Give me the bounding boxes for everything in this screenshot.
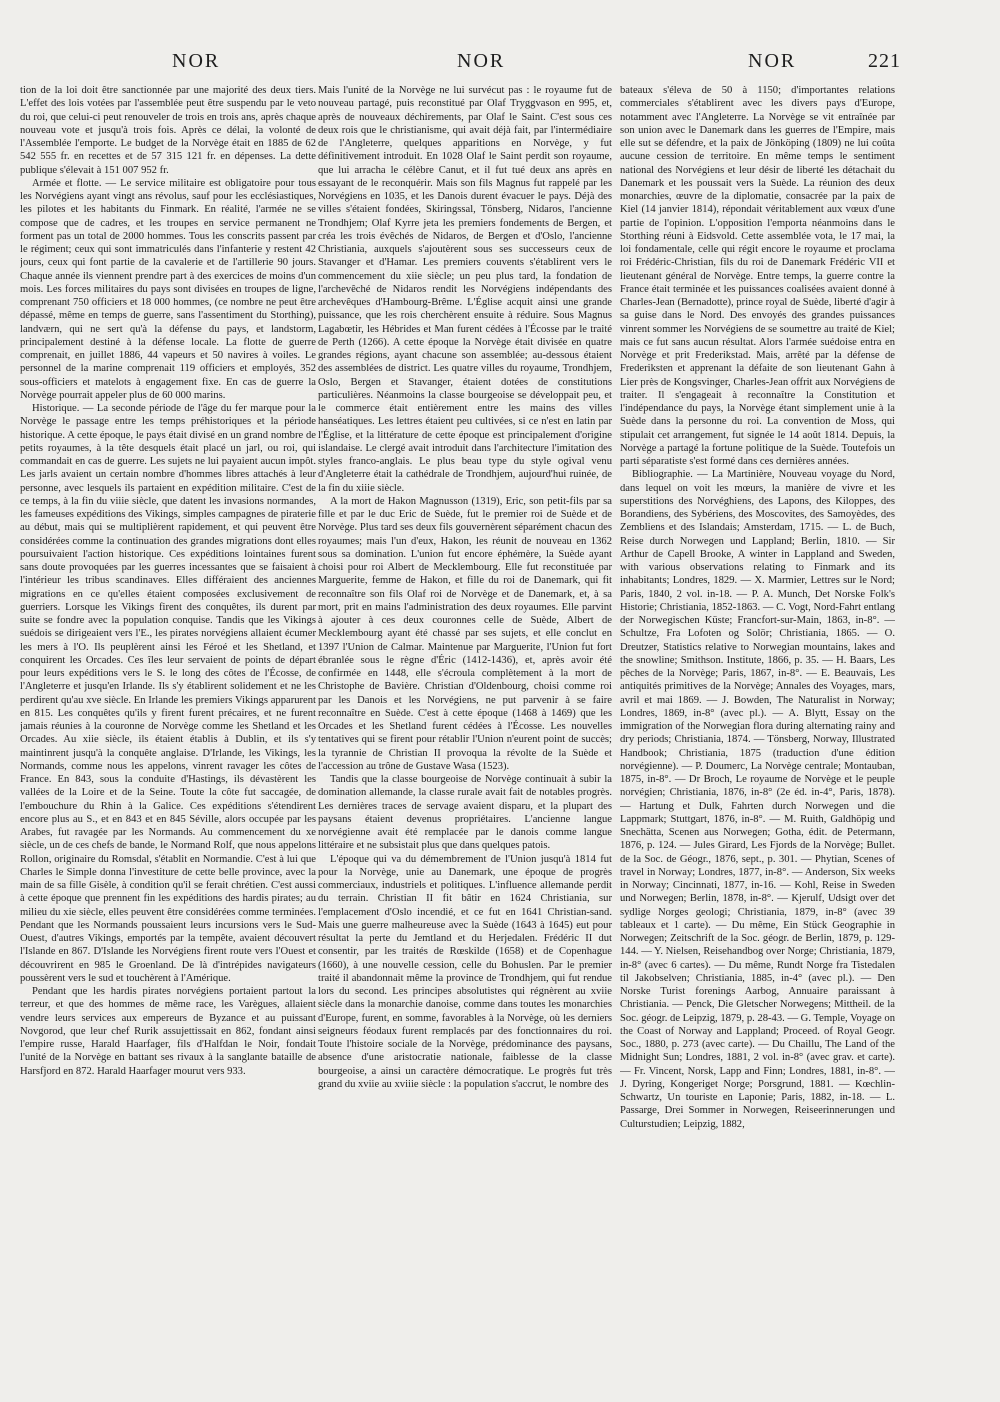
- paragraph: tion de la loi doit être sanctionnée par une majorité des deux tiers. L'effet des lois votées par l'assemblée peut être suspendu par le veto du roi, que celui-ci peut renouveler de trois en trois ans, après chaque nouveau vote et jusqu'à trois fois. Après ce délai, la volonté de l'Assemblée l'emporte. Le budget de la Norvège était en 1885 de 62 542 555 fr. en recettes et de 57 315 121 fr. en dépenses. La dette publique s'élevait à 151 007 952 fr.: [20, 85, 316, 176]
- paragraph: Mais l'unité de la Norvège ne lui survécut pas : le royaume fut de nouveau partagé, puis reconstitué par Olaf Tryggvason en 995, et, après de nouveaux déchirements, par Olaf le Saint. C'est sous ces deux rois que le christianisme, qui avait déjà fait, par l'intermédiaire de l'Angleterre, quelques apparitions en Norvège, y fut définitivement introduit. En 1028 Olaf le Saint perdit son royaume, que lui arracha le célèbre Canut, et il fut tué deux ans après en essayant de le reconquérir. Mais son fils Magnus fut rappelé par les Norvégiens en 1035, et les Danois durent évacuer le pays. Déjà des villes s'étaient fondées, Skiringssal, Tönsberg, Nidaros, l'ancienne Trondhjem; Olaf Kyrre jeta les premiers fondements de Bergen, et créa les trois évêchés de Nidaros, de Bergen et d'Oslo, l'ancienne Christiania, auxquels s'ajoutèrent sous ses successeurs ceux de Stavanger et d'Hamar. Les premiers couvents s'établirent vers le commencement du xiie siècle; un peu plus tard, la fondation de l'archevêché de Nidaros rendit les Norvégiens indépendants des archevêques d'Hambourg-Brême. L'Église acquit ainsi une grande puissance, que les rois cherchèrent ensuite à réduire. Sous Magnus Lagabœtir, les Hébrides et Man furent cédées à l'Écosse par le traité de Perth (1266). A cette époque la Norvège était divisée en quatre grandes régions, ayant chacune son assemblée; au-dessous étaient des assemblées de district. Les quatre villes du royaume, Trondhjem, Oslo, Bergen et Stavanger, étaient dotées de constitutions particulières. Néanmoins la classe bourgeoise se développait peu, et le commerce était entièrement entre les mains des villes hanséatiques. Les lettres étaient peu cultivées, si ce n'est en latin par l'Église, et la littérature de cette époque est principalement d'origine islandaise. Le clergé avait introduit dans l'architecture l'imitation des styles franco-anglais. Le plus beau type du style ogival venu d'Angleterre était la cathédrale de Trondhjem, aujourd'hui ruinée, de la fin du xiiie siècle.: [318, 85, 612, 494]
- paragraph: Tandis que la classe bourgeoise de Norvège continuait à subir la domination allemande, la classe rurale avait fait de notables progrès. Les dernières traces de servage avaient disparu, et la plupart des paysans étaient devenus propriétaires. L'ancienne langue norvégienne avait été remplacée par le danois comme langue littéraire et ne subsistait plus que dans quelques patois.: [318, 774, 612, 852]
- headword-middle: NOR: [457, 50, 506, 72]
- text-column-2: [318, 84, 612, 1334]
- headword-left: NOR: [172, 50, 221, 72]
- paragraph: Armée et flotte. — Le service militaire est obligatoire pour tous les Norvégiens ayant vingt ans révolus, sauf pour les ecclésiastiques, les pilotes et les habitants du Finmark. En réalité, l'armée ne se compose que de cadres, et les troupes en service permanent ne forment pas un total de 2000 hommes. Tous les conscrits passent par le régiment; ceux qui sont immatriculés dans l'infanterie y restent 42 jours, ceux qui font partie de la cavalerie et de l'artillerie 90 jours. Chaque année ils viennent prendre part à des exercices de moins d'un mois. Les forces militaires du pays sont divisées en troupes de ligne, comprenant 750 officiers et 18 000 hommes, (ce nombre ne peut être dépassé, même en temps de guerre, sans l'assentiment du Storthing), landværn, qui ne sert qu'à la défense du pays, et landstorm, principalement destiné à la défense locale. La flotte de guerre comprenait, en juillet 1886, 44 vapeurs et 50 navires à voiles. Le personnel de la marine comprenait 119 officiers et employés, 352 sous-officiers et matelots à engagement fixe. En cas de guerre la Norvège pourrait appeler plus de 60 000 marins.: [20, 177, 316, 401]
- text-column-1: [20, 84, 316, 1334]
- paragraph: Bibliographie. — La Martinière, Nouveau voyage du Nord, dans lequel on voit les mœurs, la manière de vivre et les superstitions des Norvéghiens, des Lapons, des Kiloppes, des Borandiens, des Sybériens, des Moscovites, des Samoyèdes, des Zembliens et des Islandais; Amsterdam, 1715. — L. de Buch, Reise durch Norwegen und Lappland; Berlin, 1810. — Sir Arthur de Capell Brooke, A winter in Lappland and Sweden, with various observations relating to Finmark and its inhabitants; Londres, 1829. — X. Marmier, Lettres sur le Nord; Paris, 1840, 2 vol. in-18. — P. A. Munch, Det Norske Folk's Historie; Christiania, 1852-1863. — C. Vogt, Nord-Fahrt entlang der Norwegischen Küste; Francfort-sur-Main, 1863, in-8°. — Schultze, Fra Lofoten og Solör; Christiania, 1865. — O. Dreutzer, Statistics relative to Norwegian mountains, lakes and the snowline; Smithson. Institute, 1866, p. 35. — H. Baars, Les pêches de la Norvège; Paris, 1867, in-8°. — E. Beauvais, Les antiquités primitives de la Norvège; Annales des Voyages, mars, avril et mai 1869. — J. Bowden, The Naturalist in Norway; Londres, 1869, in-8° (avec pl.). — A. Blytt, Essay on the immigration of the Norwegian flora during alternating rainy and dry periods; Christiania, 1874. — Tönsberg, Norway, Illustrated Handbook; Christiania, 1875 (traduction d'une édition norvégienne). — P. Doumerc, La Norvège centrale; Montauban, 1875, in-8°. — Dr Broch, Le royaume de Norvège et le peuple norvégien; Christiania, 1876, in-8° (2e éd. in-4°, Paris, 1878). — Hartung et Dulk, Fahrten durch Norwegen und die Lappmark; Stuttgart, 1876, in-8°. — M. Ruith, Galdhöpig und Snechätta, Scenen aus Norwegen; Gotha, édit. de Petermann, 1876, p. 124. — Jules Girard, Les Fjords de la Norvège; Bullet. de la Soc. de Géogr., 1876, sept., p. 301. — Phytian, Scenes of travel in Norway; Londres, 1877, in-8°. — Anderson, Six weeks in Norway; Cincinnati, 1877, in-16. — Kohl, Reise in Sweden und Norwegen; Berlin, 1878, in-8°. — Kjerulf, Udsigt over det sydlige Norges geologi; Christiania, 1879, in-8° (avec 39 tableaux et 1 carte). — Du même, Ein Stück Geographie in Norwegen; Zeitschrift de la Soc. géogr. de Berlin, 1879, p. 129-144. — Y. Nielsen, Reisehandbog over Norge; Christiania, 1879, in-8° (avec 6 cartes). — Du même, Rundt Norge fra Tistedalen til Jakobselven; Christiania, 1885, in-4° (avec pl.). — Den Norske Turist forenings Aarbog, Annuaire paraissant à Christiania. — Penck, Die Gletscher Norwegens; Mittheil. de la Soc. géogr. de Leipzig, 1879, p. 28-43. — G. Temple, Voyage on the Coast of Norway and Lappland; Proceed. of Royal Geogr. Soc., 1880, p. 273 (avec carte). — Du Chaillu, The Land of the Midnight Sun; Londres, 1881, 2 vol. in-8° (avec grav. et carte). — Fr. Vincent, Norsk, Lapp and Finn; Londres, 1881, in-8°. — J. Dyring, Kongeriget Norge; Porsgrund, 1881. — Kœchlin-Schwartz, Un touriste en Laponie; Paris, 1882, in-18. — L. Passarge, Drei Sommer in Norwegen, Reiseerinnerungen und Culturstudien; Leipzig, 1882,: [620, 469, 895, 1130]
- paragraph: Historique. — La seconde période de l'âge du fer marque pour la Norvège le passage entre les temps préhistoriques et la période historique. A cette époque, le pays était divisé en un grand nombre de petits royaumes, à la tête desquels était placé un jarl, ou roi, qui commandait en cas de guerre. Les sujets ne lui payaient aucun impôt. Les jarls avaient un certain nombre d'hommes libres attachés à leur personne, avec lesquels ils partaient en expédition militaire. C'est de ce temps, à la fin du viiie siècle, que datent les invasions normandes, les fameuses expéditions des Vikings, simples campagnes de piraterie au début, mais qui se multiplièrent rapidement, et qui peuvent être considérées comme la continuation des grandes migrations dont elles poursuivaient l'action historique. Ces expéditions lointaines furent sans doute provoquées par les guerres incessantes que se faisaient à l'intérieur les tribus scandinaves. Elles différaient des anciennes migrations en ce qu'elles étaient composées exclusivement de guerriers. Lorsque les Vikings firent des conquêtes, ils durent par suite se fondre avec la population conquise. Tandis que les Vikings suédois se dirigeaient vers l'E., les pirates norvégiens allaient écumer les mers à l'O. Ils peuplèrent ainsi les Féroé et les Shetland, et conquirent les Orcades. Ces îles leur servaient de points de départ pour leurs expéditions vers le S. le long des côtes de l'Écosse, de l'Angleterre et jusqu'en Irlande. Ils s'y établirent solidement et ne les perdirent qu'au xve siècle. En Irlande les premiers Vikings apparurent en 815. Les conquêtes qu'ils y firent furent précaires, et ne furent jamais réunies à la couronne de Norvège comme les Shetland et les Orcades. Au xiie siècle, ils étaient établis à Dublin, et ils s'y maintinrent jusqu'à la conquête anglaise. D'Irlande, les Vikings, les Normands, comme nous les appelons, vinrent ravager les côtes de France. En 843, sous la conduite d'Hastings, ils dévastèrent les vallées de la Loire et de la Seine. Toute la côte fut saccagée, de l'embouchure du Rhin à la Galice. Ces expéditions s'étendirent encore plus au S., et en 843 et en 845 Séville, alors occupée par les Arabes, fut ravagée par les Normands. Au commencement du xe siècle, un de ces chefs de bande, le Normand Rolf, que nous appelons Rollon, originaire du Romsdal, s'établit en Normandie. C'est à lui que Charles le Simple donna l'investiture de cette belle province, avec la main de sa fille Gisèle, à condition qu'il se ferait chrétien. C'est aussi à cette époque que prennent fin les expéditions des hardis pirates; au milieu du xie siècle, elles peuvent être considérées comme terminées. Pendant que les Normands poussaient leurs incursions vers le Sud-Ouest, d'autres Vikings, emportés par la tempête, avaient découvert l'Islande en 867. D'Islande les Norvégiens firent route vers l'Ouest et découvrirent en 985 le Groenland. De là d'intrépides navigateurs poussèrent vers le sud et touchèrent à l'Amérique.: [20, 403, 316, 984]
- text-column-3: [620, 84, 895, 1334]
- running-header: [0, 50, 1000, 86]
- paragraph: bateaux s'éleva de 50 à 1150; d'importantes relations commerciales s'établirent avec les divers pays d'Europe, notamment avec l'Angleterre. La Norvège se vit entraînée par son union avec le Danemark dans les guerres de l'Empire, mais elle sut se défendre, et la paix de Jönköping (1809) ne lui coûta aucune cession de territoire. En même temps le sentiment national des Norvégiens et leur désir de liberté les détachait du Danemark et les poussait vers la Suède. La réunion des deux monarchies, œuvre de la diplomatie, consacrée par la paix de Kiel (14 janvier 1814), répondait véritablement aux vœux d'une partie de l'opinion. L'opposition l'emporta néanmoins dans le Storthing réuni à Eidsvold. Cette assemblée vota, le 17 mai, la loi fondamentale, celle qui régit encore le royaume et proclama roi Frédéric-Christian, fils du roi de Danemark Frédéric VII et lieutenant général de Norvège. Entre temps, la guerre contre la France était terminée et les puissances coalisées avaient donné à Charles-Jean (Bernadotte), prince royal de Suède, liberté d'agir à sa guise dans le Nord. Des envoyés des grandes puissances vinrent sommer les Norvégiens de se soumettre au traité de Kiel; mais ce fut sans aucun résultat. Alors l'armée suédoise entra en Norvège et prit Frederikstad. Mais, arrêté par la défense de Frederiksten et apprenant la défaite de son lieutenant Gahn à Lier près de Kongsvinger, Charles-Jean offrit aux Norvégiens de traiter. Il s'engageait à reconnaître la Constitution et l'indépendance du pays, la Norvège étant simplement unie à la Suède dans la personne du roi. La convention de Moss, qui stipulait cet arrangement, fut signée le 14 août 1814. Depuis, la Norvège a partagé la fortune politique de la Suède. Toutefois un parti séparatiste s'est formé dans ces dernières années.: [620, 85, 895, 467]
- page-number: 221: [868, 50, 901, 72]
- paragraph: L'époque qui va du démembrement de l'Union jusqu'à 1814 fut pour la Norvège, unie au Danemark, une époque de progrès commerciaux, industriels et politiques. L'influence allemande perdit du terrain. Christian II fit bâtir en 1624 Christiania, sur l'emplacement d'Oslo incendié, et ce fut en 1641 Christian-sand. Mais une guerre malheureuse avec la Suède (1643 à 1645) eut pour résultat la perte du Jemtland et du Herjedalen. Frédéric II dut consentir, par les traités de Rœskilde (1658) et de Copenhague (1660), à une nouvelle cession, celle du Bohuslen. Par le premier traité il abandonnait même la province de Trondhjem, qui fut rendue lors du second. Les principes absolutistes qui régnèrent au xviie siècle dans la monarchie danoise, comme dans toutes les monarchies d'Europe, furent, en somme, favorables à la Norvège, où les derniers seigneurs féodaux furent remplacés par des fonctionnaires du roi. Toute l'histoire sociale de la Norvège, prédominance des paysans, absence d'une aristocratie nationale, faiblesse de la classe bourgeoise, a ainsi un caractère démocratique. Le progrès fut très grand du xviie au xviiie siècle : la population s'accrut, le nombre des: [318, 853, 612, 1090]
- paragraph: Pendant que les hardis pirates norvégiens portaient partout la terreur, et que des hommes de même race, les Varègues, allaient vendre leurs services aux empereurs de Byzance et au puissant Novgorod, que leur chef Rurik assujettissait en 862, fondant ainsi l'empire russe, Harald Haarfager, fils d'Halfdan le Noir, fondait l'unité de la Norvège en battant ses rivaux à la sanglante bataille de Harsfjord en 872. Harald Haarfager mourut vers 933.: [20, 986, 316, 1077]
- headword-right: NOR: [748, 50, 797, 72]
- paragraph: A la mort de Hakon Magnusson (1319), Eric, son petit-fils par sa fille et par le duc Eric de Suède, fut le premier roi de Suède et de Norvège. Plus tard ses deux fils gouvernèrent séparément chacun des royaumes; mais l'un d'eux, Hakon, les réunit de nouveau en 1362 sous sa domination. L'union fut encore éphémère, la Suède ayant choisi pour roi Albert de Mecklembourg. Elle fut reconstituée par Marguerite, femme de Hakon, et fille du roi de Danemark, qui fit reconnaître son fils Olaf roi de Norvège et de Danemark, et, à sa mort, prit en mains l'administration des deux royaumes. Elle parvint à ajouter à ces deux couronnes celle de Suède, Albert de Mecklembourg ayant été chassé par ses sujets, et elle conclut en 1397 l'Union de Calmar. Maintenue par Marguerite, l'Union fut fort ébranlée sous le règne d'Éric (1412-1436), et, après avoir été confirmée en 1448, elle s'écroula complètement à la mort de Christophe de Bavière. Christian d'Oldenbourg, choisi comme roi par les Danois et les Norvégiens, ne put parvenir à se faire reconnaître en Suède. C'est à cette époque (1468 à 1469) que les Orcades et les Shetland furent cédées à l'Écosse. Les nouvelles tentatives qui se firent pour rétablir l'Union n'eurent point de succès; la tyrannie de Christian II provoqua la révolte de la Suède et l'accession au trône de Gustave Wasa (1523).: [318, 495, 612, 772]
